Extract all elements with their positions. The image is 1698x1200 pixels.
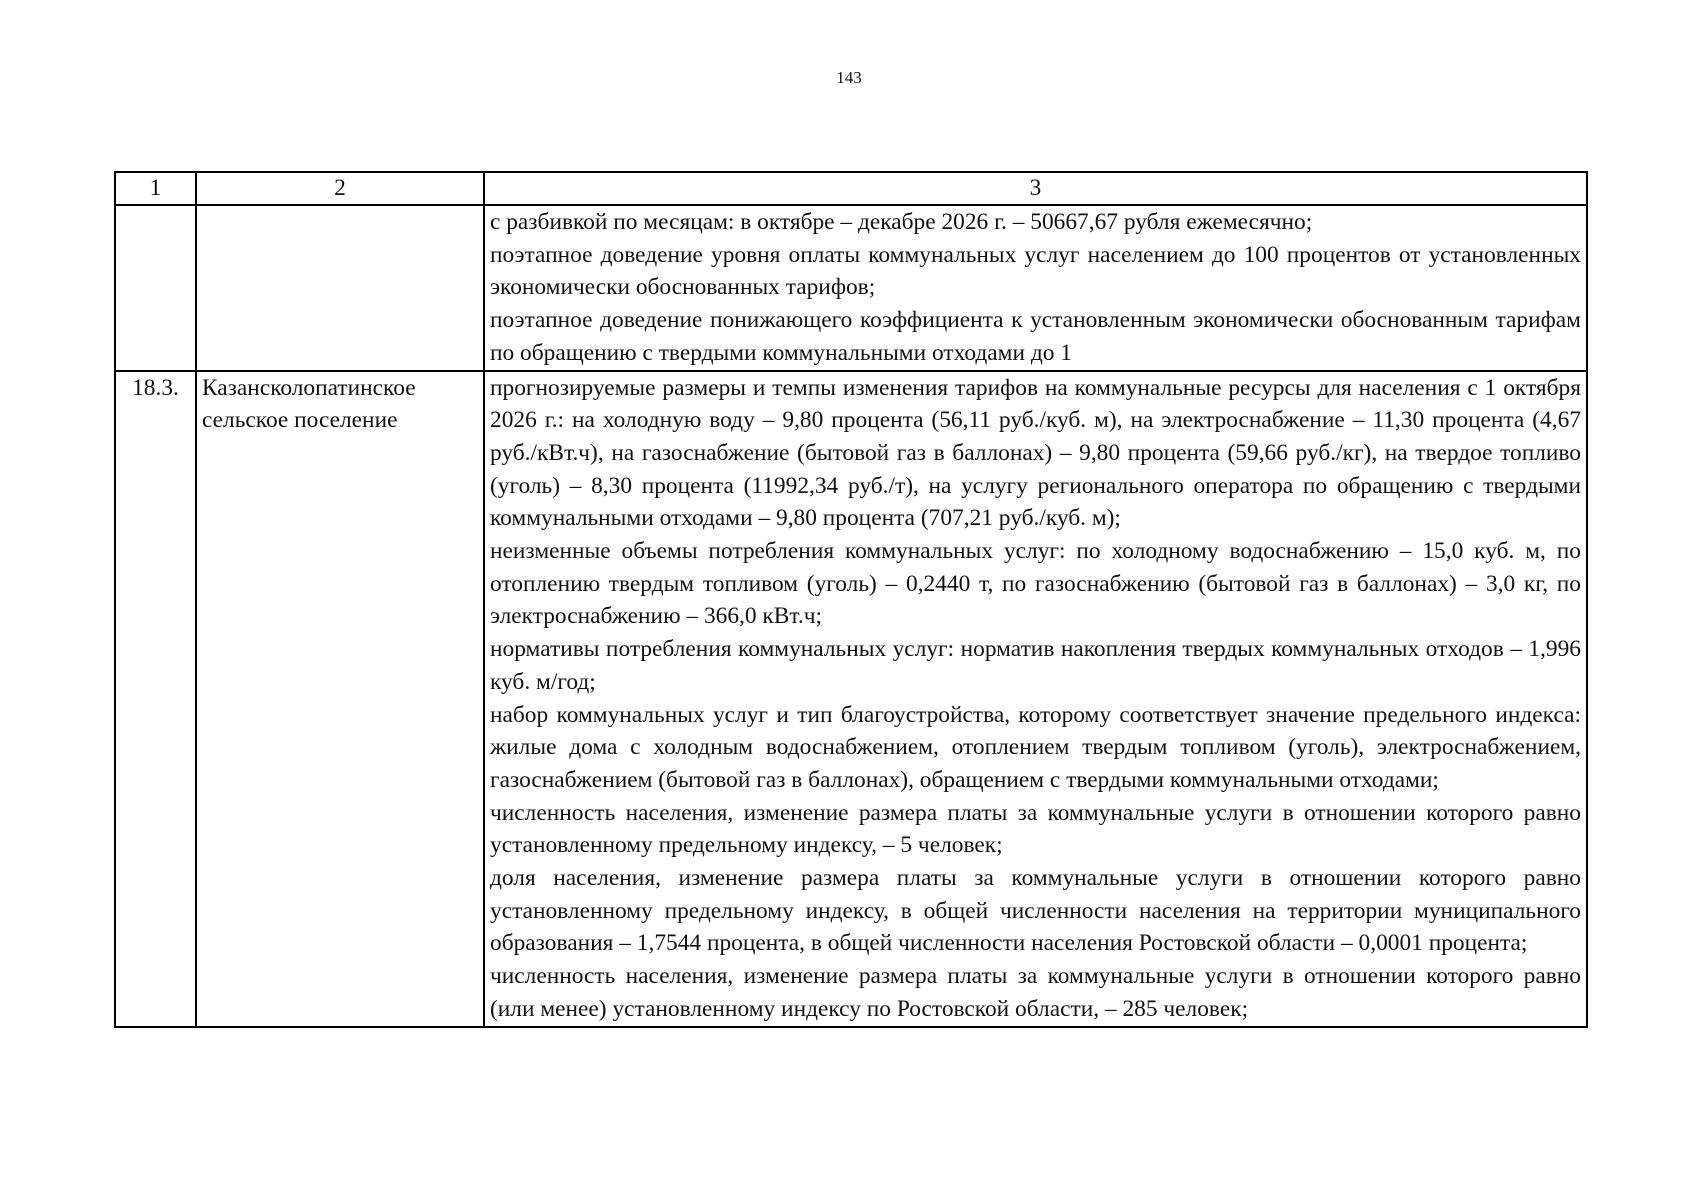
- header-cell-3: 3: [484, 172, 1587, 205]
- table-row: [115, 371, 1587, 1027]
- settlement-name-line: сельское поселение: [202, 407, 398, 434]
- header-cell-2: 2: [196, 172, 484, 205]
- settlement-name-line: Казансколопатинское: [202, 374, 416, 401]
- paragraph: поэтапное доведение уровня оплаты коммунальных услуг населением до 100 процентов от установленных экономически обоснованных тарифов;: [490, 241, 1581, 301]
- paragraph: с разбивкой по месяцам: в октябре – декабре 2026 г. – 50667,67 рубля ежемесячно;: [490, 209, 1313, 235]
- paragraph: набор коммунальных услуг и тип благоустройства, которому соответствует значение предельного индекса: жилые дома с холодным водоснабжением, отоплением твердым топливом (уголь), электроснабжением, газоснабжением (бытовой газ в баллонах), обращением с твердыми коммунальными отходами;: [490, 701, 1581, 793]
- row-number-cell: 18.3.: [115, 371, 196, 1027]
- paragraph: нормативы потребления коммунальных услуг: норматив накопления твердых коммунальных отходов – 1,996 куб. м/год;: [490, 636, 1581, 695]
- paragraph: доля населения, изменение размера платы за коммунальные услуги в отношении которого равно установленному предельному индексу, в общей численности населения на территории муниципального образования – 1,7544 процента, в общей численности населения Ростовской области – 0,0001 процента;: [490, 865, 1581, 957]
- table-row: [115, 205, 1587, 371]
- row-name-cell: [196, 371, 484, 1027]
- header-cell-1: 1: [115, 172, 196, 205]
- paragraph: численность населения, изменение размера платы за коммунальные услуги в отношении которого равно (или менее) установленному индексу по Ростовской области, – 285 человек;: [490, 963, 1581, 1022]
- table-header-row: [115, 172, 1587, 205]
- paragraph: численность населения, изменение размера платы за коммунальные услуги в отношении которого равно установленному предельному индексу, – 5 человек;: [490, 799, 1581, 859]
- row-content-cell: [484, 205, 1587, 371]
- page-number: 143: [836, 68, 862, 87]
- row-number-cell: [115, 205, 196, 371]
- paragraph: неизменные объемы потребления коммунальных услуг: по холодному водоснабжению – 15,0 куб. м, по отоплению твердым топливом (уголь) – 0,2440 т, по газоснабжению (бытовой газ в баллонах) – 3,0 кг, по электроснабжению – 366,0 кВт.ч;: [490, 538, 1581, 630]
- paragraph: поэтапное доведение понижающего коэффициента к установленным экономически обоснованным тарифам по обращению с твердыми коммунальными отходами до 1: [490, 307, 1581, 366]
- row-name-cell: [196, 205, 484, 371]
- paragraph: прогнозируемые размеры и темпы изменения тарифов на коммунальные ресурсы для населения с 1 октября 2026 г.: на холодную воду – 9,80 процента (56,11 руб./куб. м), на электроснабжение – 11,30 процента (4,67 руб./кВт.ч), на газоснабжение (бытовой газ в баллонах) – 9,80 процента (59,66 руб./кг), на твердое топливо (уголь) – 8,30 процента (11992,34 руб./т), на услугу регионального оператора по обращению с твердыми коммунальными отходами – 9,80 процента (707,21 руб./куб. м);: [490, 374, 1581, 532]
- row-content-cell: [484, 371, 1587, 1027]
- tariff-table: [114, 171, 1588, 1028]
